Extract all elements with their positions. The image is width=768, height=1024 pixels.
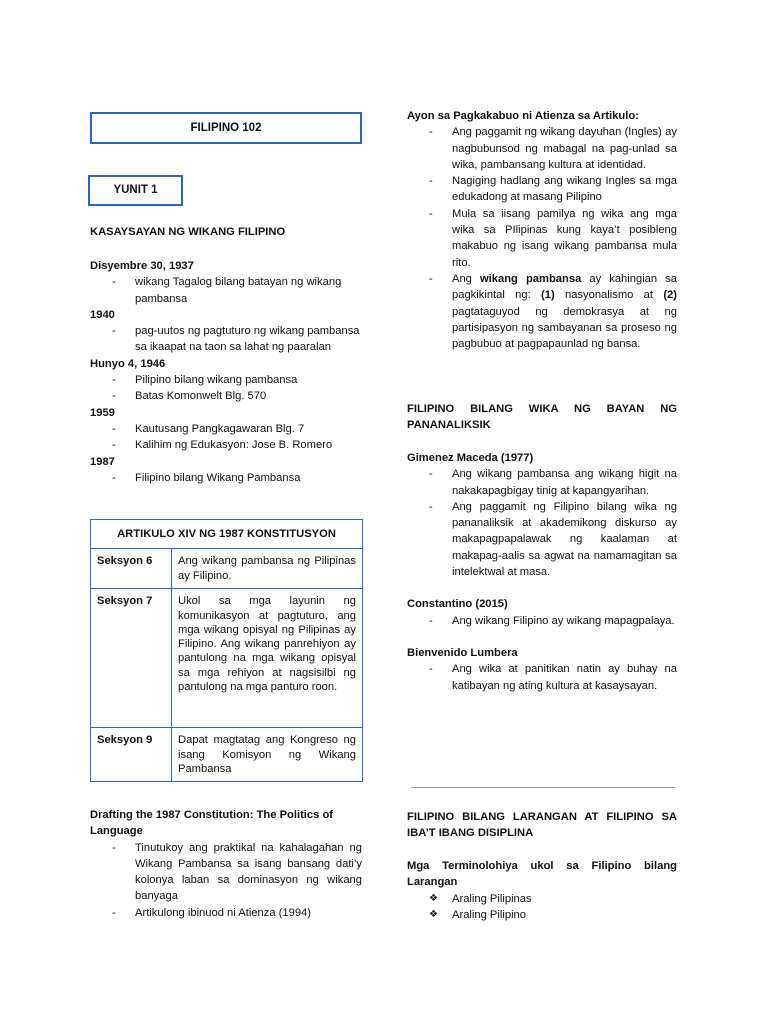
table-row [91,589,363,728]
timeline-item-text: Batas Komonwelt Blg. 570 [135,390,267,403]
list-item-text: Ang paggamit ng Filipino bilang wika ng pananaliksik at akademikong diskurso ay makapagpapalawak ng kaalaman at makapag-aalis sa agwat na namamagitan sa intelektwal at masa. [452,500,677,579]
timeline-item-text: Pilipino bilang wikang pambansa [135,374,298,387]
timeline-item [90,437,362,453]
diamond-bullet-icon: ❖ [429,892,438,904]
timeline-item-text: Kautusang Pangkagawaran Blg. 7 [135,422,305,435]
timeline [90,258,362,486]
list-item [407,907,677,923]
dash-marker: - [429,272,433,285]
list-item-text: Ang paggamit ng wikang dayuhan (Ingles) ay nagbubunsod ng mabagal na pag-unlad sa wika, pambansang kultura at identidad. [452,126,677,171]
list-item-text: Ang wika at panitikan natin ay buhay na katibayan ng ating kultura at kasaysayan. [452,663,677,692]
research-authors [407,450,677,694]
bold-run: (2) [663,289,677,302]
atienza-section [407,108,677,352]
diamond-bullet-icon: ❖ [429,908,438,920]
dash-marker: - [112,325,116,338]
section-label: Seksyon 6 [91,549,172,589]
bold-run: wikang pambansa [479,272,582,285]
table-row [91,728,363,782]
timeline-item [90,372,362,388]
dash-marker: - [429,207,433,220]
constitution-table [90,519,363,782]
text-run: ay kahingian sa pagkikintal ng: [452,272,677,302]
author-name: Bienvenido Lumbera [407,646,518,659]
dash-marker: - [112,841,116,854]
section-label: Seksyon 9 [91,728,172,782]
timeline-item [90,274,362,307]
dash-marker: - [112,906,116,919]
list-item [407,499,677,580]
dash-marker: - [112,471,116,484]
dash-marker: - [429,468,433,481]
list-item [90,840,362,905]
list-item-text: Tinutukoy ang praktikal na kahalagahan ng Wikang Pambansa sa isang bansang dati’y kolonya laban sa dominasyon ng wikang banyaga [135,841,362,903]
dash-marker: - [429,126,433,139]
field-title: FILIPINO BILANG LARANGAN AT FILIPINO SA IBA’T IBANG DISIPLINA [407,811,677,840]
author-name: Gimenez Maceda (1977) [407,452,534,464]
dash-marker: - [112,422,116,435]
drafting-section [90,807,362,921]
bold-run: (1) [541,289,555,302]
section-text: Ang wikang pambansa ng Pilipinas ay Filipino. [172,549,363,589]
list-item-text: Ang wikang Filipino ay wikang mapagpalaya. [452,614,675,627]
drafting-title: Drafting the 1987 Constitution: The Politics of Language [90,809,334,838]
author-name: Constantino (2015) [407,598,508,611]
dash-marker: - [112,439,116,452]
timeline-item [90,388,362,404]
atienza-title: Ayon sa Pagkakabuo ni Atienza sa Artikulo: [407,110,639,122]
dash-marker: - [429,175,433,188]
unit-label: YUNIT 1 [113,184,158,197]
list-item [407,466,677,499]
section-divider [411,787,675,788]
timeline-item-text: wikang Tagalog bilang batayan ng wikang pambansa [135,276,342,305]
section-text: Ukol sa mga layunin ng komunikasyon at pagtuturo, ang mga wikang opisyal ng Pilipinas ay Filipino. Ang wikang panrehiyon ay pantulong na mga wikang opisyal sa mga rehiyon at nagsisilbi ng pantulong na mga panturo roon. [172,589,363,728]
field-subtitle: Mga Terminolohiya ukol sa Filipino bilang Larangan [407,860,677,889]
timeline-item [90,421,362,437]
table-header: ARTIKULO XIV NG 1987 KONSTITUSYON [91,520,363,549]
course-title-box [90,112,362,144]
list-item-text [452,273,677,350]
timeline-date: Hunyo 4, 1946 [90,357,166,370]
dash-marker: - [112,390,116,403]
list-item-text: Mula sa iisang pamilya ng wika ang mga wika sa PIlipinas kung kaya’t posibleng makabuo ng isang wikang pambansa mula rito. [452,207,677,269]
list-item [407,173,677,206]
table-row [91,549,363,589]
timeline-date: 1959 [90,406,115,419]
text-run: Ang [452,272,480,285]
timeline-date: 1987 [90,455,115,468]
timeline-item-text: pag-uutos ng pagtuturo ng wikang pambansa sa ikaapat na taon sa lahat ng paaralan [135,325,360,354]
dash-marker: - [429,500,433,513]
list-item [407,661,677,694]
research-title: FILIPINO BILANG WIKA NG BAYAN NG PANANALIKSIK [407,403,677,432]
course-title: FILIPINO 102 [190,121,262,134]
list-item [407,124,677,173]
text-run: nasyonalismo at [554,289,664,302]
field-section [407,858,677,923]
timeline-date: 1940 [90,308,115,321]
list-item-text: Nagiging hadlang ang wikang Ingles sa mga edukadong at masang Pilipino [452,175,677,204]
timeline-item-text: Kalihim ng Edukasyon: Jose B. Romero [135,439,333,452]
table-header-row [91,520,363,549]
list-item-text: Araling Pilipinas [452,892,532,905]
dash-marker: - [112,276,116,289]
unit-box [88,175,183,206]
dash-marker: - [112,374,116,387]
list-item [407,206,677,271]
section-label: Seksyon 7 [91,589,172,728]
dash-marker: - [429,663,433,676]
list-item-text: Ang wikang pambansa ang wikang higit na nakakapagbigay tinig at kapangyarihan. [452,468,677,497]
timeline-date: Disyembre 30, 1937 [90,260,194,272]
timeline-item [90,323,362,356]
dash-marker: - [429,614,433,627]
text-run: pagtataguyod ng demokrasya at ng partisipasyon ng sambayanan sa proseso ng pagbubuo at pagpapaunlad ng bansa. [452,305,677,351]
list-item-text: Araling Pilipino [452,908,527,921]
list-item [90,905,362,921]
list-item [407,271,677,352]
section-text: Dapat magtatag ang Kongreso ng isang Komisyon ng Wikang Pambansa [172,728,363,782]
timeline-item [90,470,362,486]
list-item [407,891,677,907]
section-title-history: KASAYSAYAN NG WIKANG FILIPINO [90,226,286,238]
list-item-text: Artikulong ibinuod ni Atienza (1994) [135,906,312,919]
timeline-item-text: Filipino bilang Wikang Pambansa [135,471,301,484]
list-item [407,613,677,629]
